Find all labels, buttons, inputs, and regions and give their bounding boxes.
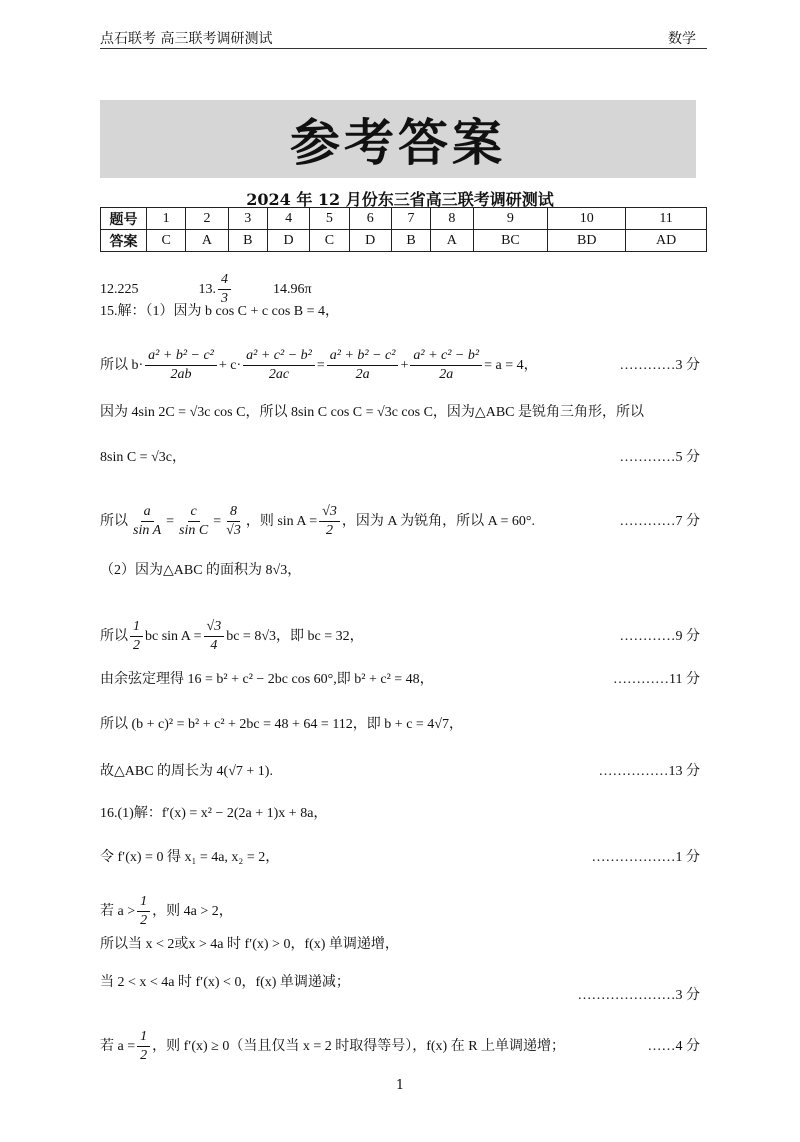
denominator: 4 <box>210 638 218 653</box>
numerator: a² + c² − b² <box>410 347 482 366</box>
text-segment: + c· <box>218 357 242 373</box>
header-right: 数学 <box>668 31 696 47</box>
text-segment: 令 f′(x) = 0 得 x₁ = 4a, x₂ = 2， <box>100 850 280 865</box>
text-segment: 12.225 <box>100 281 139 297</box>
solution-line <box>100 936 700 954</box>
answer-cell: C <box>310 230 349 252</box>
text-segment: 所以 (b + c)² = b² + c² + 2bc = 48 + 64 = 112，即 b + c = 4√7， <box>100 717 463 732</box>
question-number-cell: 2 <box>186 208 228 230</box>
solution-line <box>100 671 700 689</box>
score-marker: ……4 分 <box>647 1038 700 1054</box>
row-label: 答案 <box>101 230 147 252</box>
exam-subtitle: 2024 年 12 月份东三省高三联考调研测试 <box>246 190 554 209</box>
answer-cell: B <box>228 230 267 252</box>
question-number-cell: 3 <box>228 208 267 230</box>
score-marker: …………7 分 <box>619 513 700 529</box>
denominator: sin C <box>179 523 209 538</box>
numerator: √3 <box>319 503 340 522</box>
answer-cell: A <box>186 230 228 252</box>
denominator: 2ab <box>170 367 192 382</box>
question-number-cell: 6 <box>349 208 391 230</box>
text-segment: 当 2 < x < 4a 时 f′(x) < 0，f(x) 单调递减； <box>100 975 350 990</box>
text-segment: 由余弦定理得 16 = b² + c² − 2bc cos 60°,即 b² + c² = 48， <box>100 672 434 687</box>
solution-line <box>100 1028 700 1065</box>
solution-line <box>100 347 700 384</box>
denominator: 2 <box>140 1048 148 1063</box>
numerator: 4 <box>218 271 231 290</box>
denominator: 2 <box>133 638 140 653</box>
solution-line <box>100 849 700 867</box>
text-segment: 所以 <box>100 513 128 529</box>
text-segment: 因为 4sin 2C = √3c cos C，所以 8sin C cos C = √3c cos C，因为△ABC 是锐角三角形，所以 <box>100 405 644 420</box>
text-segment: bc = 8√3，即 bc = 32， <box>226 628 364 644</box>
question-number-cell: 7 <box>391 208 430 230</box>
text-segment: ，则 f′(x) ≥ 0（当且仅当 x = 2 时取得等号），f(x) 在 R 上单调递增； <box>152 1038 566 1054</box>
solution-line <box>100 618 700 655</box>
fraction <box>223 503 244 540</box>
denominator: 2ac <box>268 367 290 382</box>
question-number-cell: 5 <box>310 208 349 230</box>
text-segment: 所以当 x < 2或x > 4a 时 f′(x) > 0，f(x) 单调递增， <box>100 937 399 952</box>
text-segment: ，因为 A 为锐角，所以 A = 60°. <box>341 513 535 529</box>
fraction <box>145 347 217 384</box>
numerator: a <box>141 503 154 522</box>
text-segment: = <box>213 513 222 529</box>
denominator: 2a <box>439 367 454 382</box>
denominator: 2 <box>325 523 333 538</box>
fraction <box>176 503 211 540</box>
denominator: sin A <box>133 523 162 538</box>
answer-cell: B <box>391 230 430 252</box>
numerator: 1 <box>137 893 150 912</box>
numerator: 1 <box>130 618 143 637</box>
score-marker: …………3 分 <box>619 357 700 373</box>
fraction <box>319 503 340 540</box>
text-segment: 8sin C = √3c， <box>100 450 186 465</box>
text-segment: = <box>316 357 325 373</box>
answer-cell: C <box>147 230 186 252</box>
text-segment: = a = 4， <box>484 357 538 373</box>
answer-cell: A <box>431 230 473 252</box>
numerator: √3 <box>204 618 225 637</box>
solution-line <box>100 303 700 321</box>
text-segment: + <box>400 357 409 373</box>
header-rule <box>100 48 707 49</box>
numerator: c <box>188 503 200 522</box>
text-segment: 16.(1)解：f′(x) = x² − 2(2a + 1)x + 8a， <box>100 806 328 821</box>
answer-cell: D <box>267 230 309 252</box>
solution-line <box>100 404 700 422</box>
header-left: 点石联考 高三联考调研测试 <box>100 31 273 47</box>
page-title: 参考答案 <box>290 113 506 172</box>
score-marker: …………5 分 <box>619 450 700 465</box>
answer-cell: BC <box>473 230 548 252</box>
text-segment: 13. <box>198 281 216 297</box>
text-segment: 所以 b· <box>100 357 144 373</box>
score-marker: …………9 分 <box>619 628 700 644</box>
solution-line <box>100 562 700 580</box>
denominator: √3 <box>226 523 241 538</box>
fraction <box>130 503 164 540</box>
fraction <box>137 893 150 930</box>
question-number-cell: 8 <box>431 208 473 230</box>
text-segment: 所以 <box>100 628 128 644</box>
answer-cell: BD <box>548 230 626 252</box>
solution-line <box>100 763 700 781</box>
numerator: a² + b² − c² <box>145 347 217 366</box>
page-number: 1 <box>395 1078 405 1093</box>
numerator: a² + c² − b² <box>243 347 315 366</box>
question-number-cell: 4 <box>267 208 309 230</box>
denominator: 2a <box>355 367 370 382</box>
fraction <box>130 618 143 655</box>
answer-cell: AD <box>626 230 707 252</box>
text-segment: bc sin A = <box>145 628 202 644</box>
denominator: 2 <box>140 913 148 928</box>
text-segment: 14.96π <box>273 281 312 297</box>
score-marker: ……………13 分 <box>598 764 700 779</box>
text-segment: ，则 4a > 2， <box>152 903 233 919</box>
score-marker: …………………3 分 <box>577 988 700 1003</box>
solution-line <box>100 805 700 823</box>
score-marker: …………11 分 <box>613 672 700 687</box>
fraction <box>137 1028 150 1065</box>
table-row-answers <box>101 230 707 252</box>
fraction <box>410 347 482 384</box>
answer-cell: D <box>349 230 391 252</box>
text-segment: 故△ABC 的周长为 4(√7 + 1). <box>100 764 273 779</box>
numerator: a² + b² − c² <box>327 347 399 366</box>
fraction <box>204 618 225 655</box>
solution-line <box>100 449 700 467</box>
solution-line <box>100 716 700 734</box>
table-row-numbers <box>101 208 707 230</box>
numerator: 1 <box>137 1028 150 1047</box>
text-segment: = <box>166 513 175 529</box>
solution-line <box>100 503 700 540</box>
text-segment: 若 a = <box>100 1038 136 1054</box>
text-segment: ，则 sin A = <box>245 513 318 529</box>
fraction <box>243 347 315 384</box>
text-segment: 15.解：（1）因为 b cos C + c cos B = 4， <box>100 304 340 319</box>
text-segment: 若 a > <box>100 903 136 919</box>
question-number-cell: 1 <box>147 208 186 230</box>
fraction <box>327 347 399 384</box>
text-segment: （2）因为△ABC 的面积为 8√3， <box>100 563 302 578</box>
denominator: 3 <box>221 291 228 306</box>
question-number-cell: 10 <box>548 208 626 230</box>
solution-line <box>100 893 700 930</box>
answer-table <box>100 207 707 252</box>
score-marker: ………………1 分 <box>591 850 700 865</box>
question-number-cell: 11 <box>626 208 707 230</box>
row-label: 题号 <box>101 208 147 230</box>
title-banner <box>100 100 696 178</box>
question-number-cell: 9 <box>473 208 548 230</box>
numerator: 8 <box>227 503 240 522</box>
